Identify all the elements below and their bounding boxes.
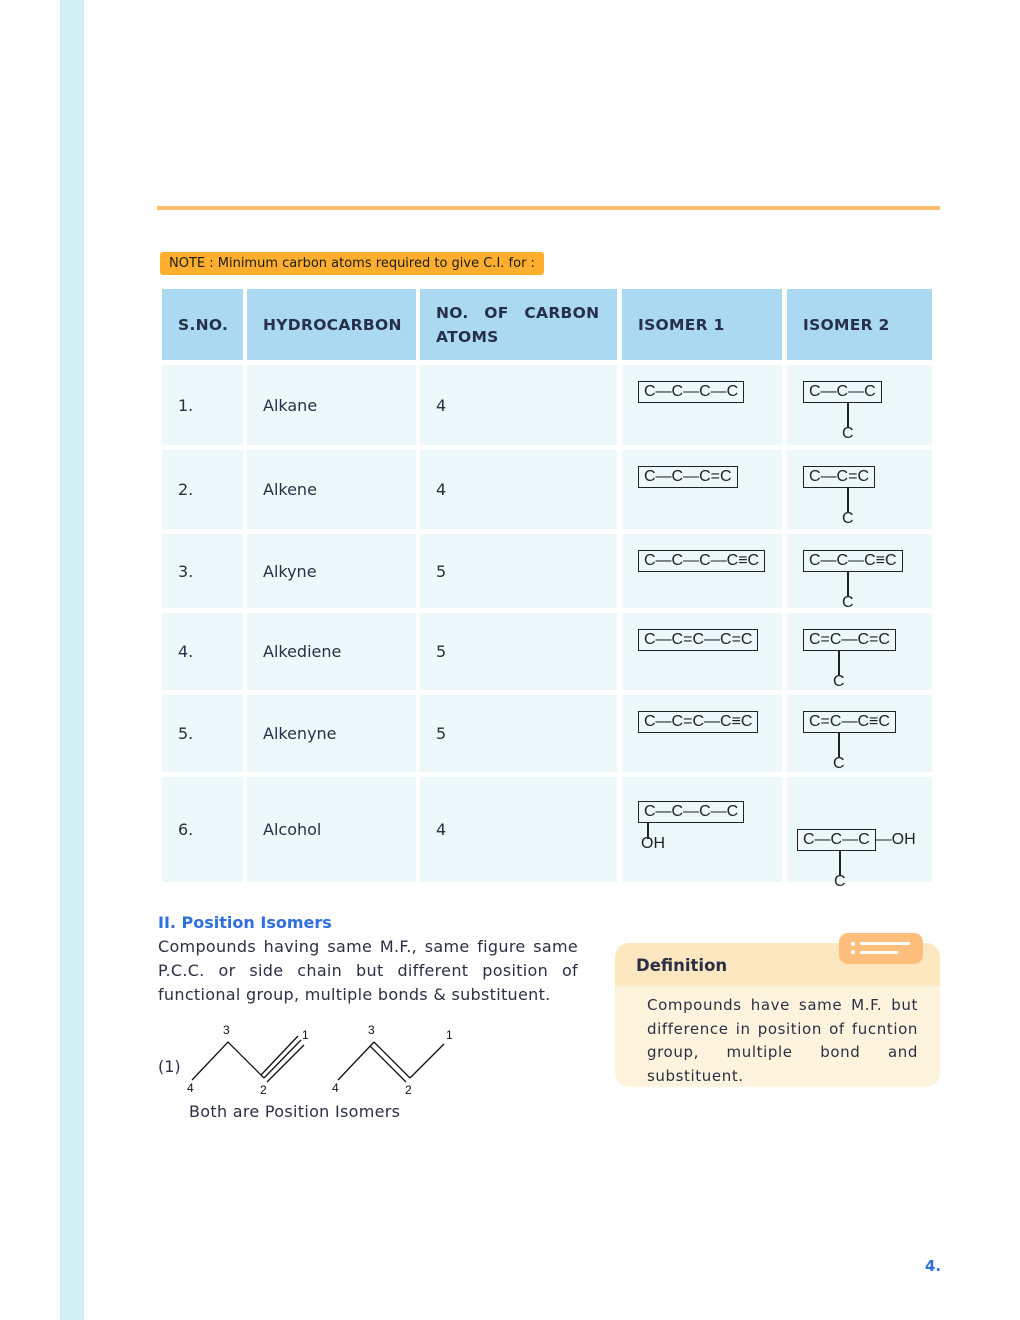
table-cell-name bbox=[247, 450, 416, 529]
mol2-number: 3 bbox=[368, 1023, 375, 1037]
branch-bond bbox=[839, 851, 841, 875]
structure-formula: C—C—C—C≡C bbox=[638, 550, 765, 572]
structure-formula: C—C=C—C=C bbox=[638, 629, 758, 651]
header-label: NO. OF CARBON ATOMS bbox=[436, 303, 600, 346]
table-cell-carbons bbox=[420, 613, 617, 690]
structure-formula: C—C—C—C bbox=[638, 381, 744, 403]
structure-formula: C—C=C bbox=[803, 466, 875, 488]
mol1-number: 2 bbox=[260, 1083, 267, 1097]
sno-value: 5. bbox=[178, 724, 194, 743]
name-value: Alkane bbox=[263, 395, 318, 415]
branch-group: C bbox=[842, 425, 854, 442]
table-cell-name bbox=[247, 613, 416, 690]
table-cell-iso1 bbox=[622, 695, 782, 772]
structure-formula: C—C—C bbox=[803, 381, 882, 403]
branch-group: C bbox=[842, 510, 854, 527]
branch-group: C bbox=[842, 594, 854, 611]
table-cell-name bbox=[247, 777, 416, 882]
branch-group: OH bbox=[641, 835, 665, 852]
structure-formula: C—C—C≡C bbox=[803, 550, 903, 572]
structure-formula: C=C—C≡C bbox=[803, 711, 896, 733]
table-cell-carbons bbox=[420, 450, 617, 529]
section-text: Compounds having same M.F., same figure same P.C.C. or side chain but different position of functional group, multiple bonds & substituent. bbox=[158, 937, 578, 1004]
table-cell-sno bbox=[162, 365, 243, 445]
carbons-value: 4 bbox=[436, 480, 447, 499]
table-cell-sno bbox=[162, 695, 243, 772]
structure-formula: C=C—C=C bbox=[803, 629, 896, 651]
sno-value: 4. bbox=[178, 642, 194, 661]
name-value: Alkediene bbox=[263, 642, 342, 661]
side-stripe bbox=[60, 0, 84, 1320]
table-cell-iso1 bbox=[622, 365, 782, 445]
header-rule bbox=[157, 206, 940, 210]
structure-tail: —OH bbox=[875, 831, 916, 848]
table-cell-iso1 bbox=[622, 534, 782, 608]
table-cell-carbons bbox=[420, 695, 617, 772]
branch-bond bbox=[847, 572, 849, 596]
branch-bond bbox=[847, 403, 849, 427]
definition-text: Compounds have same M.F. but difference in position of fucntion group, multiple bond and substituent. bbox=[647, 996, 918, 1085]
header-label: HYDROCARBON bbox=[263, 315, 402, 334]
table-cell-name bbox=[247, 695, 416, 772]
definition-box bbox=[615, 943, 940, 1087]
mol2-number: 4 bbox=[332, 1081, 339, 1095]
position-isomer-diagram bbox=[180, 1018, 460, 1098]
carbons-value: 5 bbox=[436, 724, 447, 743]
section-title: II. Position Isomers bbox=[158, 913, 332, 932]
branch-bond bbox=[838, 733, 840, 757]
header-label: ISOMER 2 bbox=[803, 315, 890, 334]
table-cell-sno bbox=[162, 534, 243, 608]
note-label: NOTE : Minimum carbon atoms required to give C.I. for : bbox=[160, 252, 544, 275]
table-header-2 bbox=[420, 289, 617, 360]
table-cell-carbons bbox=[420, 534, 617, 608]
table-cell-iso2 bbox=[787, 450, 932, 529]
table-cell-sno bbox=[162, 450, 243, 529]
table-header-0 bbox=[162, 289, 243, 360]
example-label: (1) bbox=[158, 1057, 181, 1076]
structure-formula: C—C=C—C≡C bbox=[638, 711, 758, 733]
definition-title: Definition bbox=[615, 943, 940, 986]
table-cell-carbons bbox=[420, 365, 617, 445]
mol1-triple-bond-1 bbox=[264, 1040, 301, 1078]
header-label: ISOMER 1 bbox=[638, 315, 725, 334]
name-value: Alkene bbox=[263, 480, 317, 499]
table-header-1 bbox=[247, 289, 416, 360]
carbons-value: 5 bbox=[436, 642, 447, 661]
mol1-number: 1 bbox=[302, 1028, 309, 1042]
mol2-number: 1 bbox=[446, 1028, 453, 1042]
table-cell-iso2 bbox=[787, 695, 932, 772]
table-cell-iso1 bbox=[622, 613, 782, 690]
table-cell-sno bbox=[162, 777, 243, 882]
name-value: Alkyne bbox=[263, 561, 317, 581]
name-value: Alkenyne bbox=[263, 724, 337, 743]
mol1-number: 3 bbox=[223, 1023, 230, 1037]
table-cell-iso1 bbox=[622, 777, 782, 882]
sno-value: 3. bbox=[178, 561, 194, 581]
structure-formula: C—C—C bbox=[797, 829, 876, 851]
carbons-value: 4 bbox=[436, 820, 447, 839]
mol2-chain bbox=[338, 1042, 374, 1080]
structure-formula: C—C—C=C bbox=[638, 466, 738, 488]
page-number: 4. bbox=[925, 1257, 942, 1275]
table-cell-name bbox=[247, 365, 416, 445]
table-cell-sno bbox=[162, 613, 243, 690]
table-cell-iso1 bbox=[622, 450, 782, 529]
note-tag-icon bbox=[839, 933, 923, 964]
name-value: Alcohol bbox=[263, 820, 322, 839]
table-cell-iso2 bbox=[787, 534, 932, 611]
branch-group: C bbox=[834, 873, 846, 890]
table-cell-iso2 bbox=[787, 613, 932, 690]
header-label: S.NO. bbox=[178, 315, 229, 334]
table-header-4 bbox=[787, 289, 932, 360]
table-cell-carbons bbox=[420, 777, 617, 882]
carbons-value: 5 bbox=[436, 561, 447, 581]
branch-group: C bbox=[833, 755, 845, 772]
carbons-value: 4 bbox=[436, 395, 447, 415]
structure-formula: C—C—C—C bbox=[638, 801, 744, 823]
table-header-3 bbox=[622, 289, 782, 360]
mol1-chain bbox=[192, 1042, 264, 1080]
example-caption: Both are Position Isomers bbox=[189, 1102, 401, 1121]
table-cell-iso2 bbox=[787, 365, 932, 445]
mol1-number: 4 bbox=[187, 1081, 194, 1095]
branch-bond bbox=[838, 651, 840, 675]
sno-value: 1. bbox=[178, 395, 194, 415]
branch-group: C bbox=[833, 673, 845, 690]
branch-bond bbox=[847, 488, 849, 512]
table-cell-name bbox=[247, 534, 416, 608]
mol2-number: 2 bbox=[405, 1083, 412, 1097]
sno-value: 2. bbox=[178, 480, 194, 499]
sno-value: 6. bbox=[178, 820, 194, 839]
table-cell-iso2 bbox=[787, 777, 932, 890]
